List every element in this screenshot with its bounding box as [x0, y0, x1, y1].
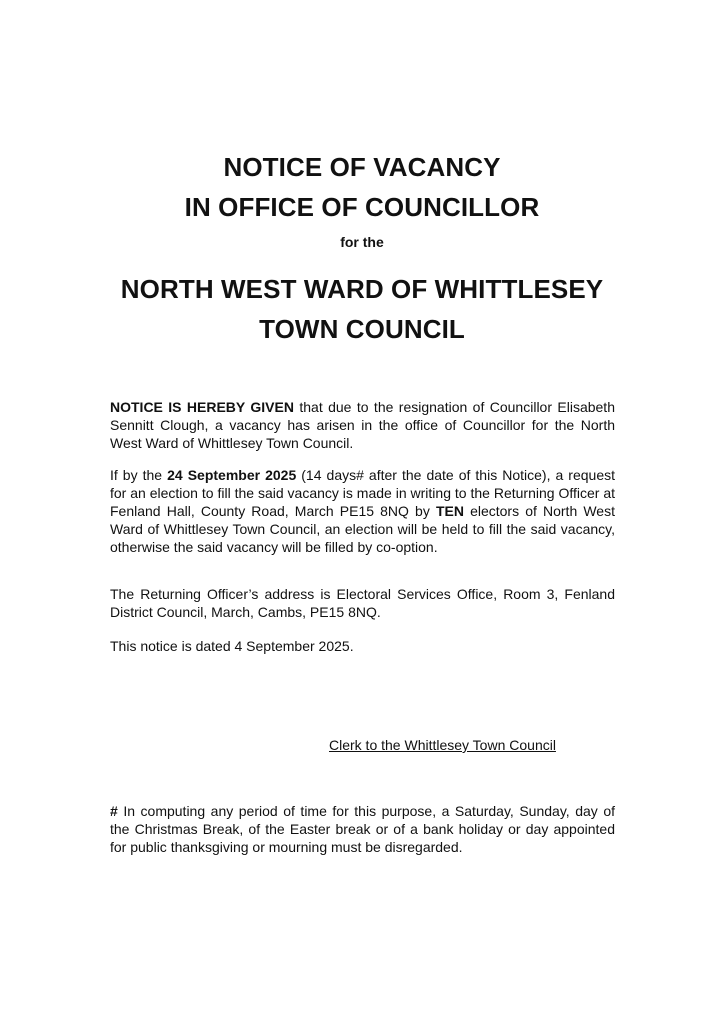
notice-paragraph-returning-officer: The Returning Officer’s address is Electoral Services Office, Room 3, Fenland District Council, March, Cambs, PE15 8NQ. [110, 586, 615, 620]
resignation-text: that due to the resignation of Councillor Elisabeth Sennitt Clough, a vacancy has arisen in the office of Councillor for the North West Ward of Whittlesey Town Council. [110, 399, 615, 451]
elector-count: TEN [435, 503, 464, 519]
notice-given-lead: NOTICE IS HEREBY GIVEN [110, 399, 294, 415]
footnote [110, 802, 615, 856]
title-line-2: IN OFFICE OF COUNCILLOR [184, 192, 540, 222]
footnote-hash: # [110, 803, 118, 819]
election-text-part-2: (14 days# after the date of this Notice), a request for an election to fill the said vacancy is made in writing to the Returning Officer at Fenland Hall, County Road, March PE15 8NQ by [110, 467, 615, 519]
notice-paragraph-date: This notice is dated 4 September 2025. [110, 638, 354, 654]
ward-title-line-2: TOWN COUNCIL [259, 314, 465, 344]
for-the-text: for the [340, 234, 384, 250]
footnote-text: In computing any period of time for this purpose, a Saturday, Sunday, day of the Christmas Break, of the Easter break or of a bank holiday or day appointed for public thanksgiving or mourning must be disregarded. [110, 803, 615, 855]
notice-paragraph-resignation [110, 398, 615, 452]
notice-title [0, 147, 724, 227]
ward-title-line-1: NORTH WEST WARD OF WHITTLESEY [120, 274, 604, 304]
clerk-signature: Clerk to the Whittlesey Town Council [329, 737, 556, 753]
title-line-1: NOTICE OF VACANCY [223, 152, 501, 182]
deadline-date: 24 September 2025 [167, 467, 297, 483]
election-text-part-3: electors of North West Ward of Whittlesey Town Council, an election will be held to fill the said vacancy, otherwise the said vacancy will be filled by co-option. [110, 503, 615, 555]
ward-title [0, 269, 724, 349]
election-text-part-1: If by the [110, 467, 168, 483]
notice-paragraph-election-request [110, 466, 615, 556]
